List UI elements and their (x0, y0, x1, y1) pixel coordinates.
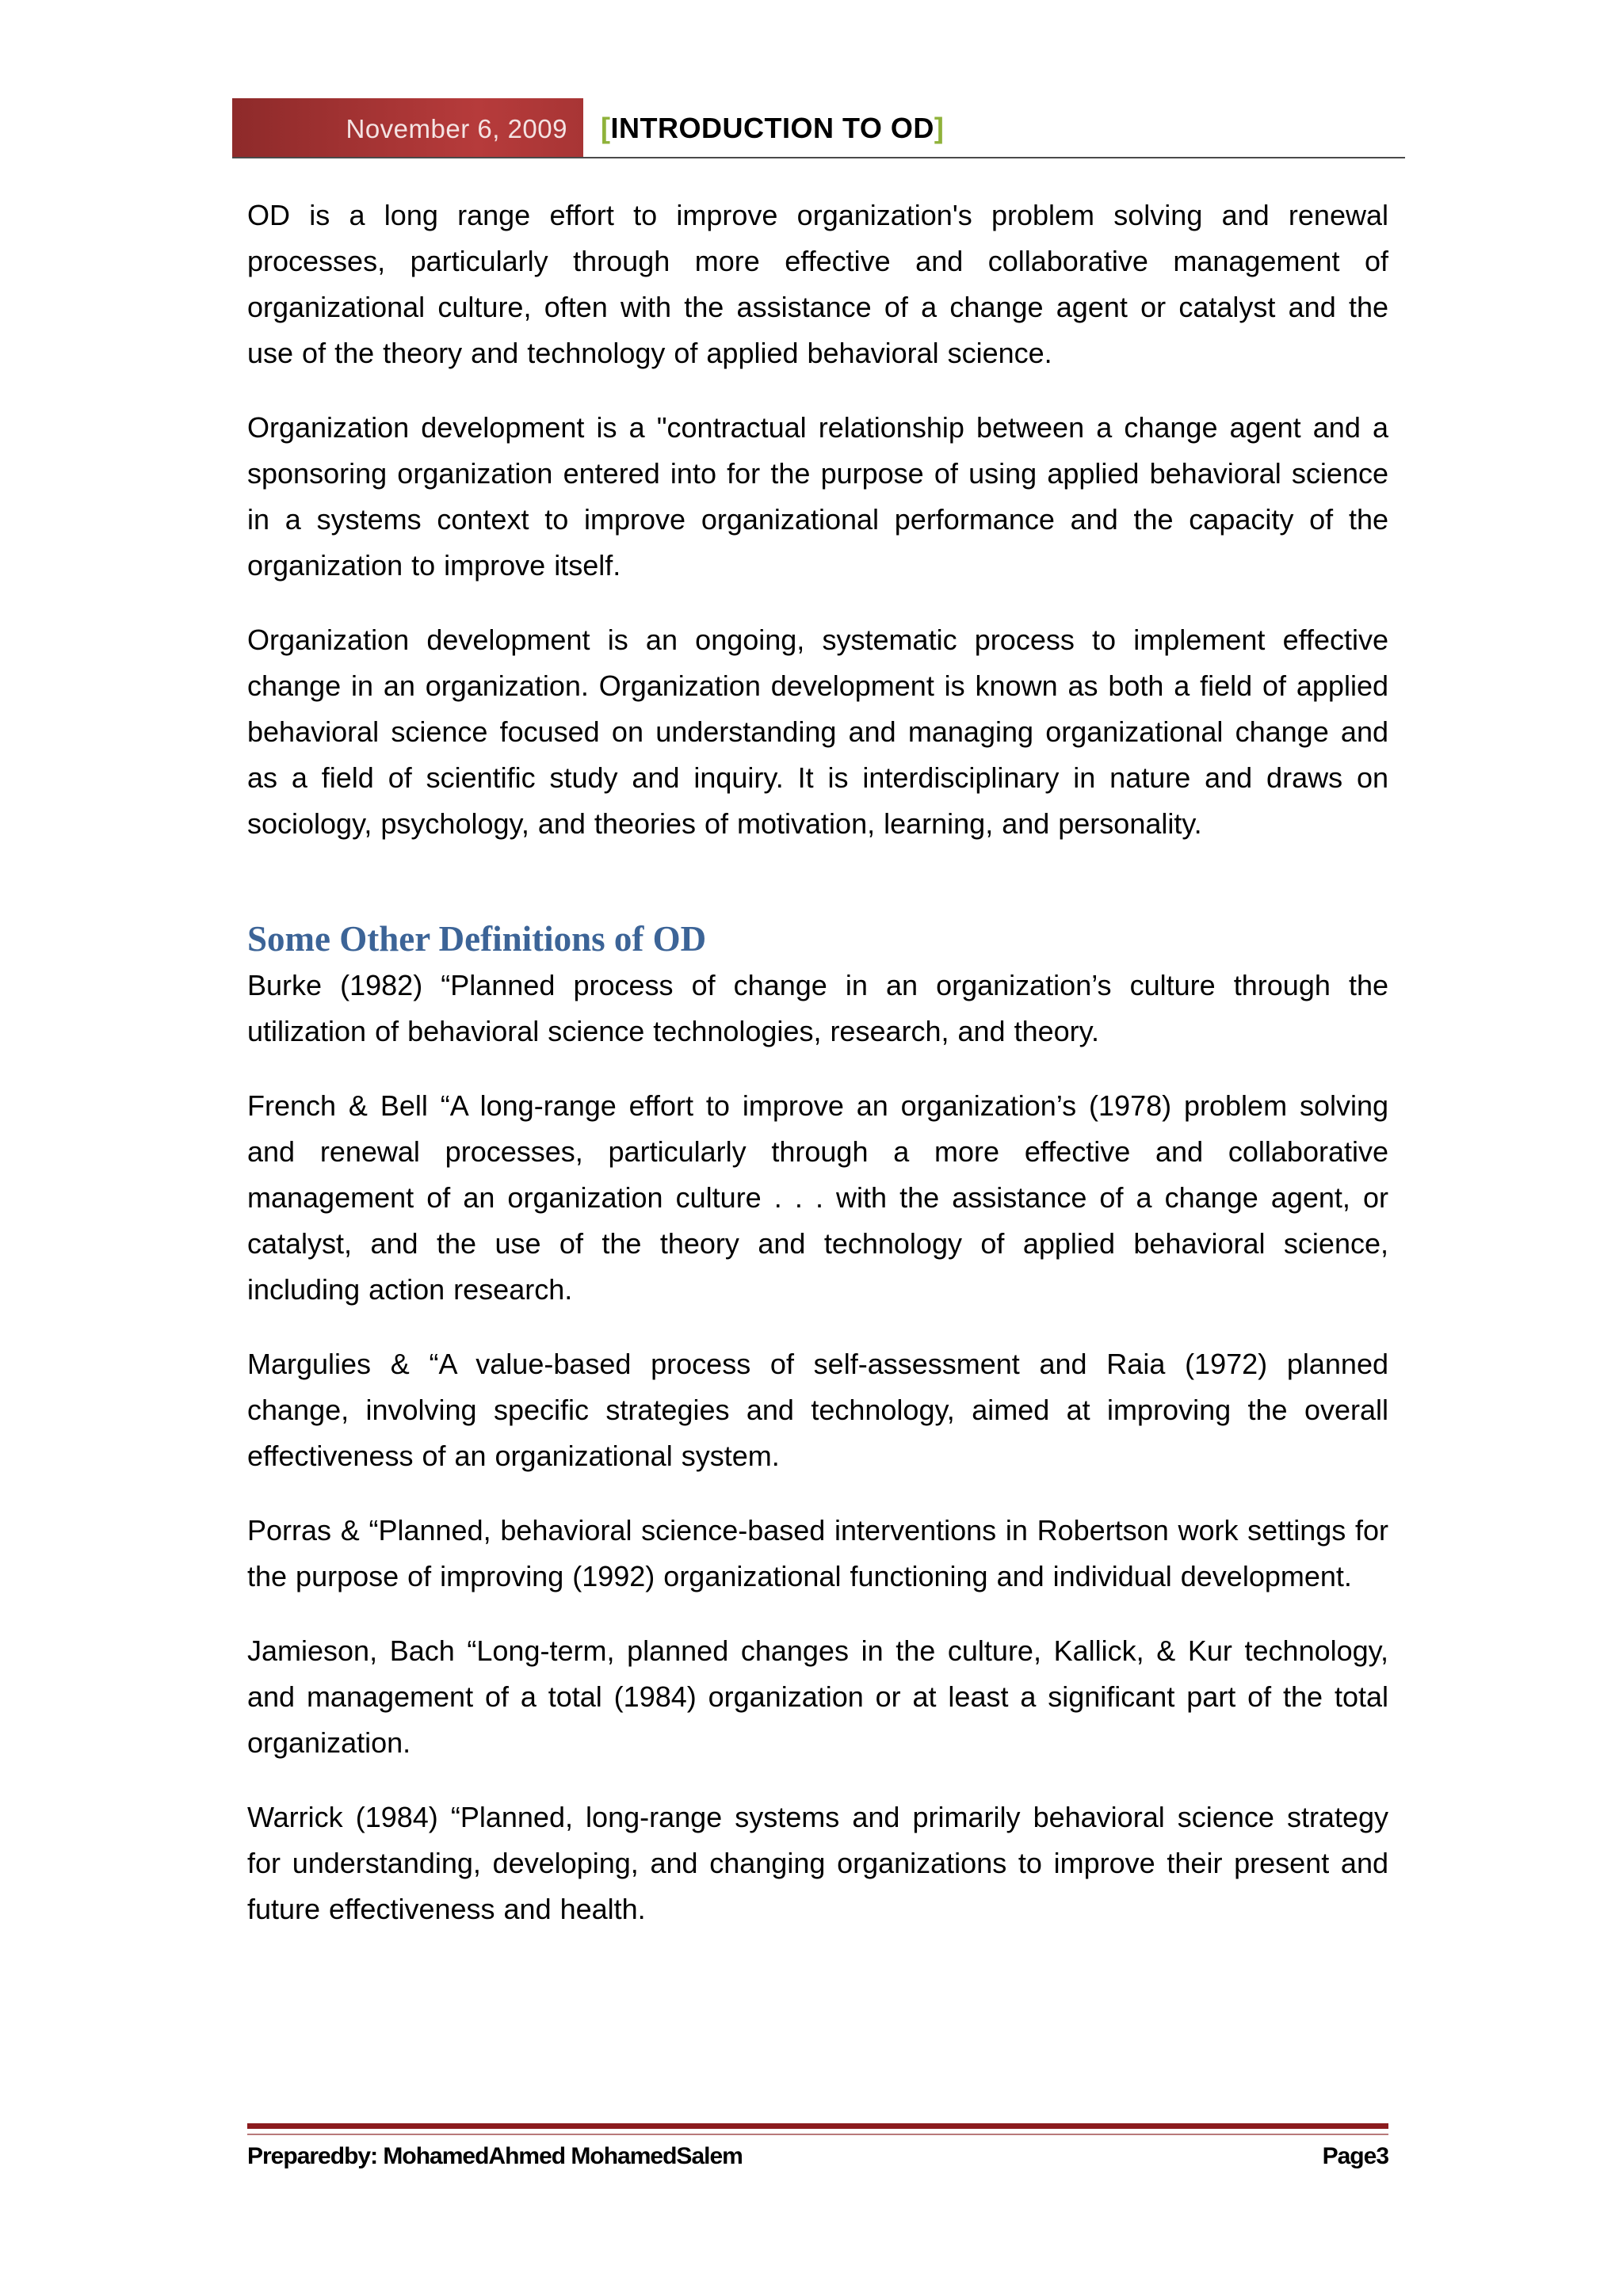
paragraph-contractual-relationship: Organization development is a "contractual relationship between a change agent and a sponsoring organization entered into for the purpose of using applied behavioral science in a systems context to improve organizational performance and the capacity of the organization to improve itself. (247, 411, 1388, 582)
header-title-text: INTRODUCTION TO OD (610, 112, 934, 144)
paragraph-od-definition: OD is a long range effort to improve organization's problem solving and renewal processes, particularly through more effective and collaborative management of organizational culture, often with the assistance of a change agent or catalyst and the use of the theory and technology of applied behavioral science. (247, 199, 1388, 369)
document-body (247, 193, 1388, 1961)
header-bracket-close: ] (934, 112, 945, 144)
footer-page (1323, 2143, 1388, 2170)
header-date: November 6, 2009 (346, 114, 567, 143)
paragraph-ongoing-process: Organization development is an ongoing, systematic process to implement effective change in an organization. Organization development is known as both a field of applied behavioral science focused on understanding and managing organizational change and as a field of scientific study and inquiry. It is interdisciplinary in nature and draws on sociology, psychology, and theories of motivation, learning, and personality. (247, 624, 1388, 840)
section-heading: Some Other Definitions of OD (247, 919, 707, 959)
definition-burke: Burke (1982) “Planned process of change in an organization’s culture through the utilization of behavioral science technologies, research, and theory. (247, 969, 1388, 1047)
header-date-block (232, 98, 583, 157)
footer-prepared-by: Preparedby: MohamedAhmed MohamedSalem (247, 2143, 743, 2169)
header-title (601, 112, 944, 145)
header-bracket-open: [ (601, 112, 611, 144)
footer-rule-thin (247, 2134, 1388, 2135)
footer-rule (247, 2123, 1388, 2129)
definition-warrick: Warrick (1984) “Planned, long-range systems and primarily behavioral science strategy for understanding, developing, and changing organizations to improve their present and future effectiveness and health. (247, 1801, 1388, 1925)
page-header (232, 98, 1405, 158)
definition-margulies-raia: Margulies & “A value-based process of self-assessment and Raia (1972) planned change, involving specific strategies and technology, aimed at improving the overall effectiveness of an organizational system. (247, 1348, 1388, 1472)
footer-page-number: 3 (1376, 2143, 1388, 2169)
definition-french-bell: French & Bell “A long-range effort to improve an organization’s (1978) problem solving and renewal processes, particularly through a more effective and collaborative management of an organization culture . . . with the assistance of a change agent, or catalyst, and the use of the theory and technology of applied behavioral science, including action research. (247, 1089, 1388, 1306)
definition-porras-robertson: Porras & “Planned, behavioral science-based interventions in Robertson work settings for the purpose of improving (1992) organizational functioning and individual development. (247, 1514, 1388, 1592)
definition-jamieson: Jamieson, Bach “Long-term, planned changes in the culture, Kallick, & Kur technology, and management of a total (1984) organization or at least a significant part of the total organization. (247, 1634, 1388, 1759)
footer-page-label: Page (1322, 2143, 1377, 2169)
